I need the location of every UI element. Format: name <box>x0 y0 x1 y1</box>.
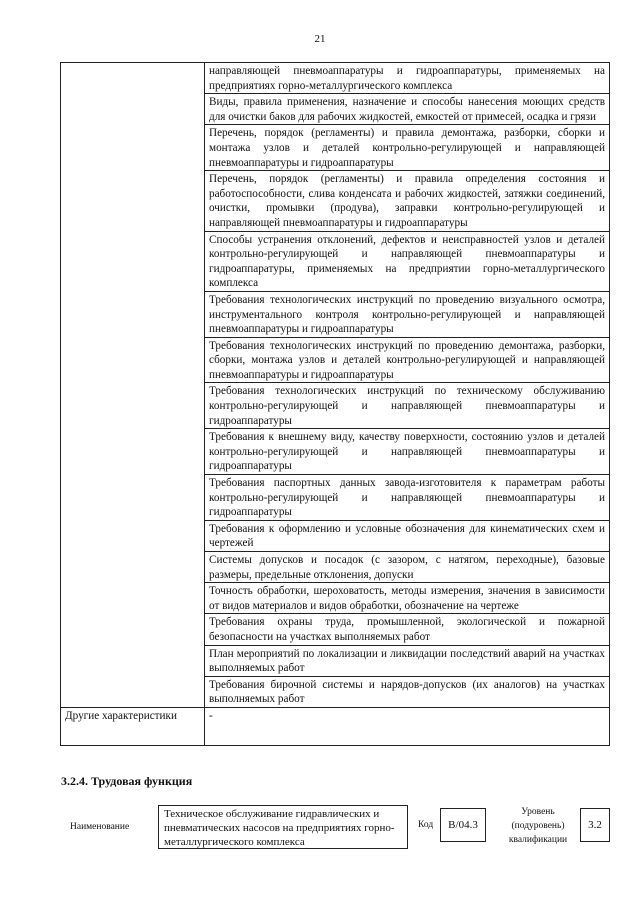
other-characteristics-value: - <box>205 707 610 745</box>
left-column-cell <box>61 63 205 708</box>
requirement-cell: Требования бирочной системы и нарядов-допусков (их аналогов) на участках выполняемых работ <box>205 676 610 707</box>
requirement-cell: Требования к внешнему виду, качеству поверхности, состоянию узлов и деталей контрольно-регулирующей и направляющей пневмоаппаратуры и гидроаппаратуры <box>205 429 610 475</box>
requirement-cell: Перечень, порядок (регламенты) и правила определения состояния и работоспособности, слива конденсата и рабочих жидкостей, затяжки соединений, очистки, промывки (продува), заправки контрольно-регулирующей и направляющей пневмоаппаратуры и гидроаппаратуры <box>205 171 610 231</box>
requirement-cell: Виды, правила применения, назначение и способы нанесения моющих средств для очистки баков для рабочих жидкостей, емкостей от примесей, осадка и грязи <box>205 94 610 125</box>
requirement-cell: Способы устранения отклонений, дефектов и неисправностей узлов и деталей контрольно-регулирующей и направляющей пневмоаппаратуры и гидроаппаратуры, применяемых на предприятии горно-металлургического комплекса <box>205 231 610 291</box>
page-number: 21 <box>314 33 326 45</box>
labor-function-block <box>60 805 620 853</box>
requirement-cell: Перечень, порядок (регламенты) и правила демонтажа, разборки, сборки и монтажа узлов и деталей контрольно-регулирующей и направляющей пневмоаппаратуры и гидроаппаратуры <box>205 125 610 171</box>
function-code-box: B/04.3 <box>440 808 486 842</box>
requirement-cell: Системы допусков и посадок (с зазором, с натягом, переходные), базовые размеры, предельные отклонения, допуски <box>205 552 610 583</box>
requirement-cell: Требования технологических инструкций по проведению визуального осмотра, инструментального контроля контрольно-регулирующей и направляющей пневмоаппаратуры и гидроаппаратуры <box>205 291 610 337</box>
qualification-level-box: 3.2 <box>580 808 610 842</box>
requirement-cell: План мероприятий по локализации и ликвидации последствий аварий на участках выполняемых работ <box>205 645 610 676</box>
function-name-box: Техническое обслуживание гидравлических и пневматических насосов на предприятиях горно-металлургического комплекса <box>158 805 408 849</box>
code-label: Код <box>418 820 434 830</box>
other-characteristics-label: Другие характеристики <box>61 707 205 745</box>
table-row <box>61 63 610 94</box>
requirement-cell: Требования охраны труда, промышленной, экологической и пожарной безопасности на участках выполняемых работ <box>205 614 610 645</box>
qualification-level-label: Уровень (подуровень) квалификации <box>508 807 568 845</box>
knowledge-table <box>60 62 610 746</box>
requirement-cell: Требования технологических инструкций по проведению демонтажа, разборки, сборки, монтажа узлов и деталей контрольно-регулирующей и направляющей пневмоаппаратуры и гидроаппаратуры <box>205 337 610 383</box>
requirement-cell: Требования паспортных данных завода-изготовителя к параметрам работы контрольно-регулирующей и направляющей пневмоаппаратуры и гидроаппаратуры <box>205 475 610 521</box>
requirement-cell: Требования к оформлению и условные обозначения для кинематических схем и чертежей <box>205 520 610 551</box>
name-label: Наименование <box>70 822 130 832</box>
section-heading: 3.2.4. Трудовая функция <box>61 774 193 788</box>
requirement-cell: направляющей пневмоаппаратуры и гидроаппаратуры, применяемых на предприятиях горно-металлургического комплекса <box>205 63 610 94</box>
requirement-cell: Точность обработки, шероховатость, методы измерения, значения в зависимости от видов материалов и видов обработки, обозначение на чертеже <box>205 583 610 614</box>
other-characteristics-row <box>61 707 610 745</box>
requirement-cell: Требования технологических инструкций по техническому обслуживанию контрольно-регулирующей и направляющей пневмоаппаратуры и гидроаппаратуры <box>205 383 610 429</box>
